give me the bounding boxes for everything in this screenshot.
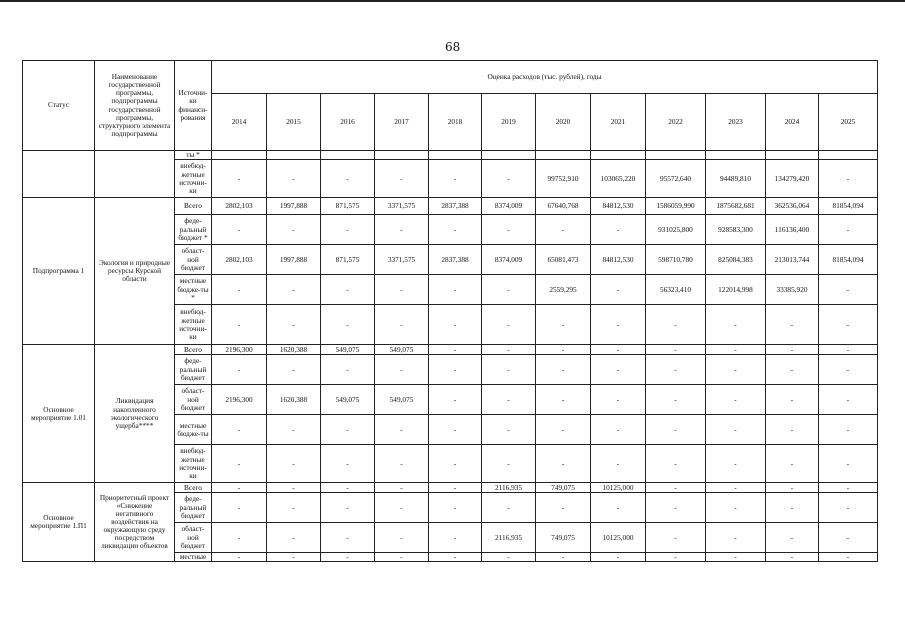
table-row bbox=[23, 483, 878, 493]
value-cell: - bbox=[706, 345, 766, 355]
value-cell: - bbox=[536, 215, 591, 245]
value-cell: - bbox=[429, 415, 482, 445]
value-cell: 8374,009 bbox=[482, 198, 536, 215]
value-cell: - bbox=[819, 385, 878, 415]
header-year: 2025 bbox=[819, 94, 878, 151]
budget-table bbox=[22, 60, 878, 562]
header-name: Наименование государственной программы, подпрограммы государственной программы, структурного элемента подпрограммы bbox=[95, 61, 175, 151]
value-cell: 81854,094 bbox=[819, 198, 878, 215]
value-cell: - bbox=[482, 355, 536, 385]
value-cell: - bbox=[267, 483, 321, 493]
source-cell: феде-ральный бюджет bbox=[175, 493, 212, 523]
value-cell: - bbox=[819, 345, 878, 355]
value-cell: 134279,420 bbox=[766, 160, 819, 198]
value-cell: - bbox=[482, 305, 536, 345]
value-cell: - bbox=[819, 355, 878, 385]
value-cell: - bbox=[321, 355, 375, 385]
value-cell: - bbox=[429, 355, 482, 385]
value-cell: - bbox=[212, 160, 267, 198]
value-cell: - bbox=[212, 523, 267, 553]
value-cell: 1620,388 bbox=[267, 385, 321, 415]
value-cell: 2802,103 bbox=[212, 198, 267, 215]
value-cell: - bbox=[212, 445, 267, 483]
value-cell: - bbox=[429, 445, 482, 483]
value-cell: - bbox=[267, 445, 321, 483]
value-cell: - bbox=[646, 415, 706, 445]
value-cell: - bbox=[706, 483, 766, 493]
value-cell: - bbox=[591, 305, 646, 345]
value-cell: - bbox=[819, 415, 878, 445]
source-cell: внебюд-жетные источни-ки bbox=[175, 305, 212, 345]
value-cell: 8374,009 bbox=[482, 245, 536, 275]
value-cell: 95572,640 bbox=[646, 160, 706, 198]
header-year: 2022 bbox=[646, 94, 706, 151]
value-cell: - bbox=[536, 493, 591, 523]
value-cell: - bbox=[375, 305, 429, 345]
top-border-line bbox=[0, 0, 905, 2]
header-year: 2024 bbox=[766, 94, 819, 151]
value-cell: - bbox=[482, 385, 536, 415]
source-cell: местные бюдже-ты bbox=[175, 415, 212, 445]
value-cell: 67640,768 bbox=[536, 198, 591, 215]
value-cell: - bbox=[267, 305, 321, 345]
source-cell: феде-ральный бюджет * bbox=[175, 215, 212, 245]
value-cell: - bbox=[766, 415, 819, 445]
value-cell: - bbox=[766, 305, 819, 345]
value-cell: - bbox=[536, 355, 591, 385]
value-cell: - bbox=[536, 445, 591, 483]
name-cell: Приоритетный проект «Снижение негативного воздействия на окружающую среду посредством ликвидации объектов bbox=[95, 483, 175, 562]
value-cell: - bbox=[766, 523, 819, 553]
source-cell: местные бюдже-ты * bbox=[175, 275, 212, 305]
value-cell: 84812,530 bbox=[591, 198, 646, 215]
value-cell: - bbox=[429, 483, 482, 493]
value-cell: - bbox=[429, 215, 482, 245]
value-cell: - bbox=[429, 305, 482, 345]
header-year: 2021 bbox=[591, 94, 646, 151]
value-cell: 749,075 bbox=[536, 523, 591, 553]
header-year: 2023 bbox=[706, 94, 766, 151]
value-cell: - bbox=[591, 415, 646, 445]
value-cell: - bbox=[482, 275, 536, 305]
value-cell: - bbox=[766, 493, 819, 523]
value-cell: 2116,935 bbox=[482, 483, 536, 493]
status-cell bbox=[23, 151, 95, 198]
value-cell: - bbox=[591, 385, 646, 415]
source-cell: Всего bbox=[175, 198, 212, 215]
header-year: 2019 bbox=[482, 94, 536, 151]
value-cell: - bbox=[646, 493, 706, 523]
value-cell: - bbox=[375, 355, 429, 385]
value-cell: - bbox=[212, 355, 267, 385]
value-cell: 549,075 bbox=[375, 385, 429, 415]
source-cell: внебюд-жетные источни-ки bbox=[175, 445, 212, 483]
value-cell: - bbox=[212, 415, 267, 445]
value-cell bbox=[429, 151, 482, 160]
value-cell: - bbox=[706, 523, 766, 553]
value-cell: - bbox=[706, 445, 766, 483]
value-cell: - bbox=[646, 523, 706, 553]
value-cell: 549,075 bbox=[321, 345, 375, 355]
header-year: 2020 bbox=[536, 94, 591, 151]
value-cell: - bbox=[766, 385, 819, 415]
value-cell: - bbox=[591, 215, 646, 245]
header-source: Источни-ки финанси-рования bbox=[175, 61, 212, 151]
value-cell: 1620,388 bbox=[267, 345, 321, 355]
value-cell: 1997,888 bbox=[267, 245, 321, 275]
value-cell bbox=[706, 151, 766, 160]
source-cell: местные bbox=[175, 553, 212, 562]
value-cell: - bbox=[482, 445, 536, 483]
value-cell: - bbox=[536, 385, 591, 415]
value-cell: - bbox=[819, 445, 878, 483]
value-cell bbox=[766, 151, 819, 160]
value-cell: - bbox=[212, 275, 267, 305]
value-cell: - bbox=[766, 483, 819, 493]
value-cell: 2837,388 bbox=[429, 245, 482, 275]
value-cell: 362536,064 bbox=[766, 198, 819, 215]
value-cell bbox=[375, 151, 429, 160]
value-cell: 2116,935 bbox=[482, 523, 536, 553]
value-cell bbox=[212, 151, 267, 160]
source-cell: феде-ральный бюджет bbox=[175, 355, 212, 385]
header-estimate: Оценка расходов (тыс. рублей), годы bbox=[212, 61, 878, 94]
value-cell: 2196,300 bbox=[212, 385, 267, 415]
value-cell: - bbox=[375, 215, 429, 245]
value-cell: - bbox=[819, 523, 878, 553]
value-cell: - bbox=[267, 160, 321, 198]
value-cell: - bbox=[482, 415, 536, 445]
value-cell: 213013,744 bbox=[766, 245, 819, 275]
value-cell: - bbox=[482, 160, 536, 198]
value-cell: - bbox=[212, 493, 267, 523]
value-cell: 1875682,681 bbox=[706, 198, 766, 215]
source-cell: внебюд-жетные источни-ки bbox=[175, 160, 212, 198]
value-cell: - bbox=[375, 275, 429, 305]
value-cell: 84812,530 bbox=[591, 245, 646, 275]
value-cell: - bbox=[429, 385, 482, 415]
value-cell: 2196,300 bbox=[212, 345, 267, 355]
value-cell: 81854,094 bbox=[819, 245, 878, 275]
value-cell: - bbox=[591, 445, 646, 483]
value-cell: - bbox=[766, 553, 819, 562]
value-cell: - bbox=[766, 445, 819, 483]
value-cell: - bbox=[819, 215, 878, 245]
value-cell: - bbox=[429, 275, 482, 305]
value-cell: 10125,000 bbox=[591, 483, 646, 493]
name-cell: Ликвидация накопленного экологического ущерба**** bbox=[95, 345, 175, 483]
value-cell: - bbox=[706, 553, 766, 562]
value-cell: 2559,295 bbox=[536, 275, 591, 305]
value-cell: 56323,410 bbox=[646, 275, 706, 305]
value-cell: - bbox=[591, 345, 646, 355]
source-cell: област-ной бюджет bbox=[175, 385, 212, 415]
value-cell: - bbox=[482, 345, 536, 355]
value-cell: - bbox=[706, 385, 766, 415]
value-cell: - bbox=[212, 483, 267, 493]
value-cell: 749,075 bbox=[536, 483, 591, 493]
value-cell: - bbox=[321, 483, 375, 493]
source-cell: област-ной бюджет bbox=[175, 245, 212, 275]
value-cell: 825084,383 bbox=[706, 245, 766, 275]
value-cell: - bbox=[321, 305, 375, 345]
value-cell: - bbox=[375, 553, 429, 562]
value-cell: - bbox=[766, 345, 819, 355]
value-cell: - bbox=[646, 553, 706, 562]
value-cell: - bbox=[321, 215, 375, 245]
value-cell: - bbox=[482, 553, 536, 562]
value-cell: 871,575 bbox=[321, 198, 375, 215]
value-cell: - bbox=[212, 215, 267, 245]
value-cell: - bbox=[646, 445, 706, 483]
value-cell: 549,075 bbox=[321, 385, 375, 415]
value-cell: 103065,220 bbox=[591, 160, 646, 198]
value-cell: - bbox=[766, 355, 819, 385]
value-cell: 931025,800 bbox=[646, 215, 706, 245]
value-cell: - bbox=[536, 345, 591, 355]
source-cell: Всего bbox=[175, 483, 212, 493]
value-cell: - bbox=[646, 483, 706, 493]
value-cell: - bbox=[321, 523, 375, 553]
value-cell bbox=[482, 151, 536, 160]
value-cell: 116136,400 bbox=[766, 215, 819, 245]
table-row bbox=[23, 345, 878, 355]
value-cell: 598710,780 bbox=[646, 245, 706, 275]
value-cell: 2837,388 bbox=[429, 198, 482, 215]
value-cell bbox=[267, 151, 321, 160]
value-cell: - bbox=[267, 355, 321, 385]
value-cell: - bbox=[646, 305, 706, 345]
value-cell: - bbox=[819, 305, 878, 345]
value-cell: - bbox=[375, 493, 429, 523]
value-cell: - bbox=[646, 385, 706, 415]
value-cell: 99752,910 bbox=[536, 160, 591, 198]
value-cell: - bbox=[267, 523, 321, 553]
table-row bbox=[23, 151, 878, 160]
value-cell: 10125,000 bbox=[591, 523, 646, 553]
value-cell: - bbox=[375, 523, 429, 553]
value-cell: - bbox=[267, 553, 321, 562]
value-cell: - bbox=[429, 493, 482, 523]
table-row bbox=[23, 198, 878, 215]
status-cell: Подпрограмма 1 bbox=[23, 198, 95, 345]
value-cell bbox=[321, 151, 375, 160]
page-number: 68 bbox=[445, 40, 461, 54]
value-cell: 65081,473 bbox=[536, 245, 591, 275]
value-cell: - bbox=[536, 415, 591, 445]
value-cell: - bbox=[375, 415, 429, 445]
value-cell: - bbox=[819, 493, 878, 523]
value-cell: - bbox=[267, 493, 321, 523]
value-cell bbox=[646, 151, 706, 160]
value-cell bbox=[536, 151, 591, 160]
value-cell: - bbox=[267, 275, 321, 305]
value-cell: - bbox=[375, 483, 429, 493]
value-cell: 3371,575 bbox=[375, 245, 429, 275]
value-cell: - bbox=[482, 493, 536, 523]
value-cell: - bbox=[706, 305, 766, 345]
value-cell: - bbox=[706, 493, 766, 523]
value-cell: 871,575 bbox=[321, 245, 375, 275]
source-cell: ты * bbox=[175, 151, 212, 160]
value-cell: 33385,920 bbox=[766, 275, 819, 305]
value-cell: - bbox=[429, 160, 482, 198]
status-cell: Основное мероприятие 1.П1 bbox=[23, 483, 95, 562]
value-cell: - bbox=[429, 345, 482, 355]
value-cell: - bbox=[321, 275, 375, 305]
header-year: 2016 bbox=[321, 94, 375, 151]
header-year: 2015 bbox=[267, 94, 321, 151]
value-cell: - bbox=[591, 355, 646, 385]
source-cell: област-ной бюджет bbox=[175, 523, 212, 553]
value-cell: - bbox=[321, 160, 375, 198]
header-year: 2017 bbox=[375, 94, 429, 151]
header-year: 2018 bbox=[429, 94, 482, 151]
value-cell: - bbox=[706, 415, 766, 445]
source-cell: Всего bbox=[175, 345, 212, 355]
value-cell: - bbox=[819, 483, 878, 493]
value-cell: - bbox=[536, 305, 591, 345]
value-cell: - bbox=[212, 553, 267, 562]
value-cell: - bbox=[646, 345, 706, 355]
value-cell bbox=[591, 151, 646, 160]
value-cell: - bbox=[321, 553, 375, 562]
value-cell: 94489,810 bbox=[706, 160, 766, 198]
value-cell: - bbox=[482, 215, 536, 245]
value-cell: - bbox=[591, 493, 646, 523]
value-cell: - bbox=[646, 355, 706, 385]
name-cell: Экология и природные ресурсы Курской области bbox=[95, 198, 175, 345]
value-cell: - bbox=[591, 553, 646, 562]
value-cell: 1997,888 bbox=[267, 198, 321, 215]
header-year: 2014 bbox=[212, 94, 267, 151]
value-cell: - bbox=[267, 215, 321, 245]
value-cell: 3371,575 bbox=[375, 198, 429, 215]
header-status: Статус bbox=[23, 61, 95, 151]
value-cell: 1586059,990 bbox=[646, 198, 706, 215]
value-cell: - bbox=[706, 355, 766, 385]
value-cell: - bbox=[429, 523, 482, 553]
value-cell: - bbox=[267, 415, 321, 445]
value-cell: - bbox=[321, 415, 375, 445]
value-cell: - bbox=[375, 160, 429, 198]
value-cell: - bbox=[429, 553, 482, 562]
value-cell: - bbox=[819, 160, 878, 198]
value-cell: - bbox=[819, 553, 878, 562]
value-cell: - bbox=[321, 445, 375, 483]
value-cell: - bbox=[536, 553, 591, 562]
value-cell: - bbox=[819, 275, 878, 305]
value-cell: 928583,300 bbox=[706, 215, 766, 245]
value-cell: - bbox=[212, 305, 267, 345]
value-cell: - bbox=[321, 493, 375, 523]
status-cell: Основное мероприятие 1.01 bbox=[23, 345, 95, 483]
name-cell bbox=[95, 151, 175, 198]
value-cell: 2802,103 bbox=[212, 245, 267, 275]
value-cell: - bbox=[375, 445, 429, 483]
value-cell: - bbox=[591, 275, 646, 305]
value-cell: 122014,998 bbox=[706, 275, 766, 305]
value-cell: 549,075 bbox=[375, 345, 429, 355]
value-cell bbox=[819, 151, 878, 160]
